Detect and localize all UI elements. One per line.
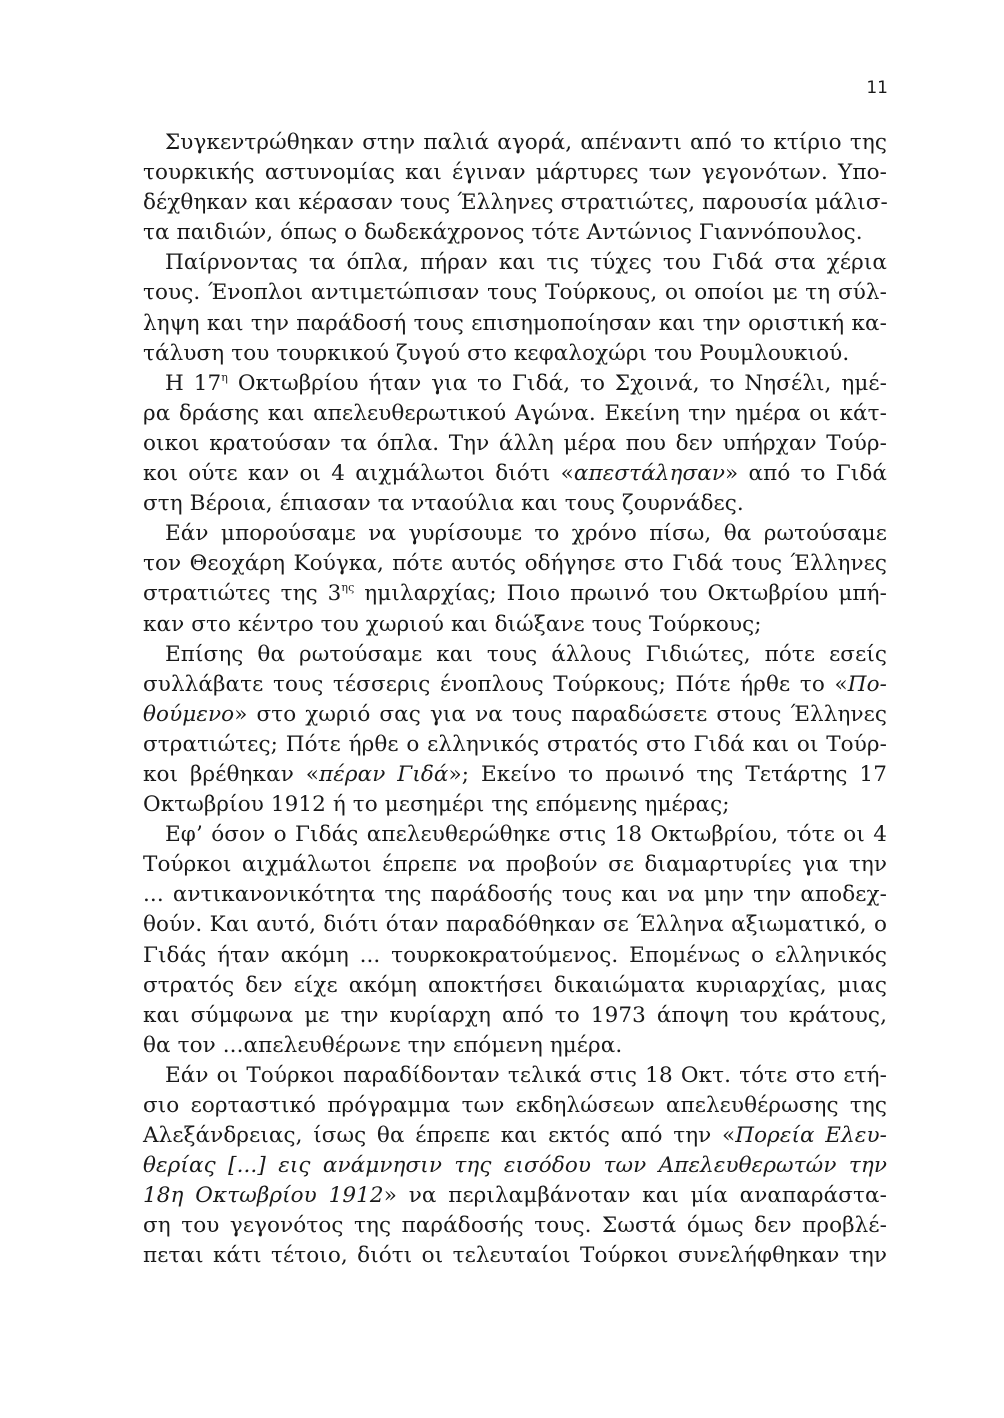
italic-quote: Πορεία Ελευ- <box>735 1123 887 1149</box>
text-line: Εάν μπορούσαμε να γυρίσουμε το χρόνο πίσω, θα ρωτούσαμε <box>165 521 887 547</box>
text-line: πεται κάτι τέτοιο, διότι οι τελευταίοι Τούρκοι συνελήφθηκαν την <box>143 1243 887 1269</box>
text-line: Παίρνοντας τα όπλα, πήραν και τις τύχες του Γιδά στα χέρια <box>165 250 887 276</box>
italic-quote: 18η Οκτωβρίου 1912 <box>143 1183 384 1209</box>
superscript: ης <box>341 581 355 595</box>
text-line: Η $17^\eta$ Οκτωβρίου ήταν για το Γιδά, το Σχοινά, το Νησέλι, ημέ- <box>165 370 887 396</box>
text-line: και σύμφωνα με την κυρίαρχη από το 1973 άποψη του κράτους, <box>143 1002 887 1028</box>
text-line: συλλάβατε τους τέσσερις ένοπλους Τούρκους; Πότε ήρθε το «Πο- <box>143 671 887 697</box>
text-line: σιο εορταστικό πρόγραμμα των εκδηλώσεων απελευθέρωσης της <box>143 1093 887 1118</box>
body-text <box>143 128 887 1272</box>
text-line: θα τον ...απελευθέρωνε την επόμενη ημέρα. <box>143 1032 623 1058</box>
text-line: τουρκικής αστυνομίας και έγιναν μάρτυρες των γεγονότων. Υπο- <box>143 160 887 186</box>
text-line: Εφ’ όσον ο Γιδάς απελευθερώθηκε στις 18 Οκτωβρίου, τότε οι 4 <box>165 822 887 848</box>
text-line: Συγκεντρώθηκαν στην παλιά αγορά, απέναντι από το κτίριο της <box>165 130 887 155</box>
text-line: κοι ούτε καν οι 4 αιχμάλωτοι διότι «απεστάλησαν» από το Γιδά <box>143 461 887 487</box>
text-line: θούν. Και αυτό, διότι όταν παραδόθηκαν σε Έλληνα αξιωματικό, ο <box>143 912 887 938</box>
italic-quote: θούμενο <box>143 701 235 727</box>
text-line: Οκτωβρίου 1912 ή το μεσημέρι της επόμενης ημέρας; <box>143 792 730 818</box>
italic-quote: Πο- <box>847 671 887 697</box>
italic-quote: θερίας [...] εις ανάμνησιν της εισόδου των Απελευθερωτών την <box>143 1153 887 1179</box>
text-line: δέχθηκαν και κέρασαν τους Έλληνες στρατιώτες, παρουσία μάλισ- <box>143 190 888 216</box>
text-line: Αλεξάνδρειας, ίσως θα έπρεπε και εκτός από την «Πορεία Ελευ- <box>143 1123 887 1149</box>
text-line: στρατός δεν είχε ακόμη αποκτήσει δικαιώματα κυριαρχίας, μιας <box>143 972 887 998</box>
text-line: Επίσης θα ρωτούσαμε και τους άλλους Γιδιώτες, πότε εσείς <box>165 641 887 667</box>
text-line: ληψη και την παράδοσή τους επισημοποίησαν και την οριστική κα- <box>143 310 887 336</box>
text-line: κοι βρέθηκαν «πέραν Γιδά»; Εκείνο το πρωινό της Τετάρτης 17 <box>143 761 887 787</box>
text-line: Γιδάς ήταν ακόμη ... τουρκοκρατούμενος. Επομένως ο ελληνικός <box>143 942 887 968</box>
text-line: στρατιώτες της $3^{\eta\varsigma}$ ημιλαρχίας; Ποιο πρωινό του Οκτωβρίου μπή- <box>143 581 887 607</box>
italic-quote: πέραν Γιδά <box>319 761 449 787</box>
italic-quote: απεστάλησαν <box>573 461 726 487</box>
text-line: οικοι κρατούσαν τα όπλα. Την άλλη μέρα που δεν υπήρχαν Τούρ- <box>143 430 887 456</box>
text-line: στη Βέροια, έπιασαν τα νταούλια και τους ζουρνάδες. <box>143 491 744 517</box>
text-line <box>143 1151 887 1181</box>
text-line: τάλυση του τουρκικού ζυγού στο κεφαλοχώρι του Ρουμλουκιού. <box>143 340 850 366</box>
page-number: 11 <box>866 78 888 98</box>
superscript: η <box>221 370 228 384</box>
text-line: ρα δράσης και απελευθερωτικού Αγώνα. Εκείνη την ημέρα οι κάτ- <box>143 400 887 426</box>
text-line: Τούρκοι αιχμάλωτοι έπρεπε να προβούν σε διαμαρτυρίες για την <box>143 852 887 878</box>
text-line: ση του γεγονότος της παράδοσής τους. Σωστά όμως δεν προβλέ- <box>143 1213 887 1239</box>
text-line: θούμενο» στο χωριό σας για να τους παραδώσετε στους Έλληνες <box>143 701 887 727</box>
text-line: τους. Ένοπλοι αντιμετώπισαν τους Τούρκους, οι οποίοι με τη σύλ- <box>143 280 887 306</box>
text-line: Εάν οι Τούρκοι παραδίδονταν τελικά στις 18 Οκτ. τότε στο ετή- <box>165 1062 887 1088</box>
text-line: ... αντικανονικότητα της παράδοσής τους και να μην την αποδεχ- <box>143 882 887 908</box>
text-line: στρατιώτες; Πότε ήρθε ο ελληνικός στρατός στο Γιδά και οι Τούρ- <box>143 731 887 757</box>
text-line: καν στο κέντρο του χωριού και διώξανε τους Τούρκους; <box>143 611 762 637</box>
text-line: τα παιδιών, όπως ο δωδεκάχρονος τότε Αντώνιος Γιαννόπουλος. <box>143 220 863 246</box>
text-line: τον Θεοχάρη Κούγκα, πότε αυτός οδήγησε στο Γιδά τους Έλληνες <box>143 551 887 577</box>
text-line: 18η Οκτωβρίου 1912» να περιλαμβάνοταν και μία αναπαράστα- <box>143 1183 888 1209</box>
